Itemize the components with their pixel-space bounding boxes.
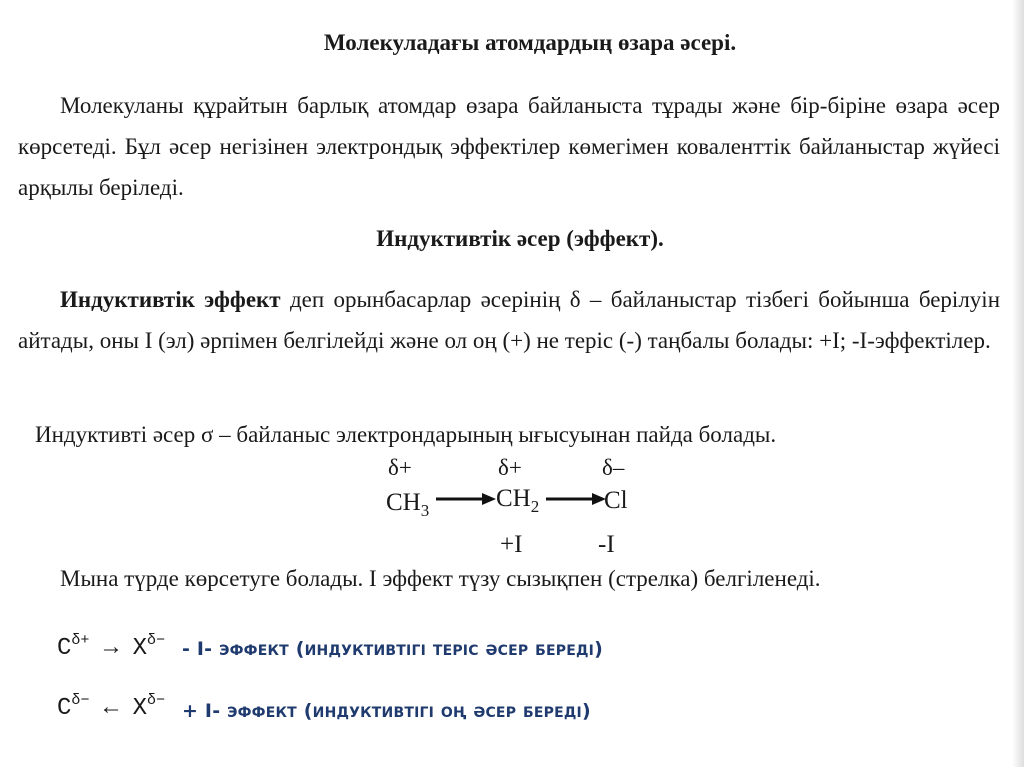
pos-paren-open: ( <box>303 700 313 722</box>
formula2-right: X <box>132 695 148 722</box>
formula2-left: C <box>57 695 72 722</box>
section-title: Индуктивтік әсер (эффект). <box>376 226 664 251</box>
formula1-left-charge: δ+ <box>71 632 90 649</box>
page-edge-shadow <box>1012 0 1024 767</box>
bold-term: Индуктивтік эффект <box>60 287 281 312</box>
pos-sign: + I- <box>182 700 221 722</box>
neg-desc4: БЕРЕДІ <box>535 643 595 659</box>
charge-ch3: δ+ <box>388 455 412 480</box>
arrow-1-icon <box>436 491 496 507</box>
pos-desc2: ОҢ <box>440 705 467 721</box>
pos-desc4: БЕРЕДІ <box>523 705 582 721</box>
neg-desc2: ТЕРІС <box>432 643 479 659</box>
arrow-2-icon <box>546 491 606 507</box>
pos-effect-word: ЭФФЕКТ <box>227 705 297 721</box>
notation-text: Мына түрде көрсетуге болады. I эффект түзу сызықпен (стрелка) белгіленеді. <box>60 566 821 591</box>
charge-ch2: δ+ <box>498 455 522 480</box>
neg-desc1: ИНДУКТИВТІГІ <box>304 643 426 659</box>
pos-paren-close: ) <box>581 700 591 722</box>
group-ch2: $CH_2$ <box>496 485 540 516</box>
inductive-effect-paragraph <box>18 279 1000 361</box>
page-title: Молекуладағы атомдардың өзара әсері. <box>323 30 737 55</box>
neg-desc3: ӘСЕР <box>485 643 529 659</box>
sigma-bond-text: Индуктивті әсер σ – байланыс электрондарының ығысуынан пайда болады. <box>35 422 777 447</box>
formula1-right: X <box>132 635 148 662</box>
negative-effect-label <box>182 638 603 660</box>
group-cl: Cl <box>604 487 628 514</box>
neg-effect-word: ЭФФЕКТ <box>219 643 289 659</box>
positive-effect-label <box>182 700 591 722</box>
inductive-scheme <box>380 455 640 565</box>
neg-paren-close: ) <box>594 638 603 660</box>
formula-positive <box>57 692 165 722</box>
formula2-arrow: ← <box>103 695 119 722</box>
intro-paragraph: Молекуланы құрайтын барлық атомдар өзара байланыста тұрады және бір-біріне өзара әсер көрсетеді. Бұл әсер негізінен электрондық эффектілер көмегімен коваленттік байланыстар жүйесі арқылы беріледі. <box>18 93 1000 200</box>
formula1-left: C <box>57 635 72 662</box>
effect-minus-i: -I <box>598 531 615 558</box>
formula2-right-charge: δ− <box>147 692 166 709</box>
pos-desc3: ӘСЕР <box>473 705 517 721</box>
pos-desc1: ИНДУКТИВТІГІ <box>312 705 435 721</box>
charge-cl: δ– <box>602 455 625 480</box>
formula1-arrow: → <box>103 635 119 662</box>
neg-paren-open: ( <box>295 638 305 660</box>
group-ch3: $CH_3$ <box>386 489 430 520</box>
formula-negative <box>57 632 165 662</box>
effect-plus-i: +I <box>500 531 523 558</box>
formula1-right-charge: δ− <box>147 632 166 649</box>
formula2-left-charge: δ− <box>71 692 90 709</box>
definition-text: деп орынбасарлар әсерінің δ – байланыстар тізбегі бойынша берілуін айтады, оны I (эл) әрпімен белгілейді және ол оң (+) не теріс (-) таңбалы болады: +I; -I-эффектілер. <box>18 287 1000 353</box>
neg-sign: - I- <box>182 638 213 660</box>
